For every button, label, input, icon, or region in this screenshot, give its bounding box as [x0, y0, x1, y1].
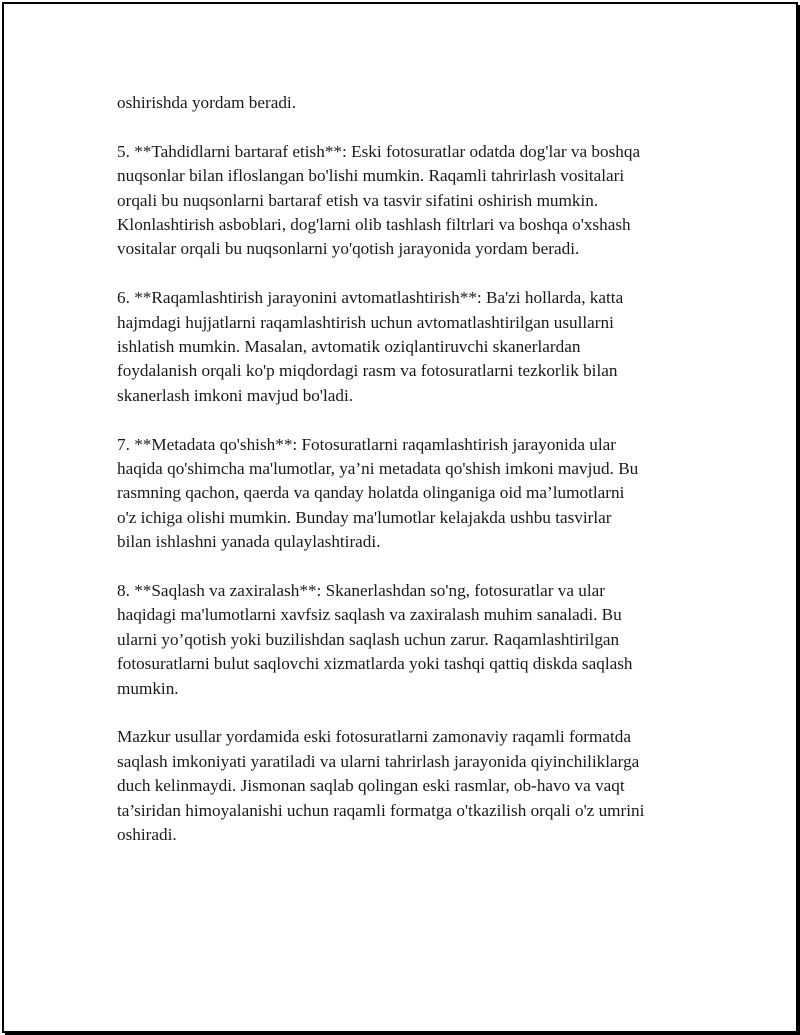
text-line: 8. **Saqlash va zaxiralash**: Skanerlashdan so'ng, fotosuratlar va ular [117, 581, 606, 601]
paragraph-item-5 [117, 140, 687, 262]
text-line: hajmdagi hujjatlarni raqamlashtirish uchun avtomatlashtirilgan usullarni [117, 312, 614, 332]
paragraph-conclusion [117, 725, 687, 847]
text-line: orqali bu nuqsonlarni bartaraf etish va tasvir sifatini oshirish mumkin. [117, 190, 599, 210]
text-line: oshiradi. [117, 825, 177, 845]
text-line: 6. **Raqamlashtirish jarayonini avtomatlashtirish**: Ba'zi hollarda, katta [117, 288, 624, 308]
text-line: vositalar orqali bu nuqsonlarni yo'qotish jarayonida yordam beradi. [117, 239, 580, 259]
text-line: saqlash imkoniyati yaratiladi va ularni tahrirlash jarayonida qiyinchiliklarga [117, 751, 640, 771]
text-line: bilan ishlashni yanada qulaylashtiradi. [117, 532, 381, 552]
text-line: Mazkur usullar yordamida eski fotosuratlarni zamonaviy raqamli formatda [117, 727, 632, 747]
text-line: ularni yo’qotish yoki buzilishdan saqlash uchun zarur. Raqamlashtirilgan [117, 629, 620, 649]
text-line: ta’siridan himoyalanishi uchun raqamli formatga o'tkazilish orqali o'z umrini [117, 800, 645, 820]
text-line: rasmning qachon, qaerda va qanday holatda olinganiga oid ma’lumotlarni [117, 483, 625, 503]
paragraph-continuation [117, 91, 687, 115]
paragraph-item-6 [117, 286, 687, 408]
text-line: 7. **Metadata qo'shish**: Fotosuratlarni raqamlashtirish jarayonida ular [117, 434, 617, 454]
text-line: mumkin. [117, 678, 179, 698]
text-line: nuqsonlar bilan ifloslangan bo'lishi mumkin. Raqamli tahrirlash vositalari [117, 166, 625, 186]
text-line: oshirishda yordam beradi. [117, 93, 296, 112]
text-line: haqidagi ma'lumotlarni xavfsiz saqlash va zaxiralash muhim sanaladi. Bu [117, 605, 622, 625]
paragraph-item-7 [117, 433, 687, 555]
text-line: foydalanish orqali ko'p miqdordagi rasm va fotosuratlarni tezkorlik bilan [117, 361, 618, 381]
text-line: Klonlashtirish asboblari, dog'larni olib tashlash filtrlari va boshqa o'xshash [117, 215, 631, 235]
paragraph-item-8 [117, 579, 687, 701]
text-line: haqida qo'shimcha ma'lumotlar, ya’ni metadata qo'shish imkoni mavjud. Bu [117, 459, 639, 479]
text-line: duch kelinmaydi. Jismonan saqlab qolingan eski rasmlar, ob-havo va vaqt [117, 776, 625, 796]
text-line: 5. **Tahdidlarni bartaraf etish**: Eski fotosuratlar odatda dog'lar va boshqa [117, 141, 641, 161]
document-body [117, 91, 687, 872]
text-line: fotosuratlarni bulut saqlovchi xizmatlarda yoki tashqi qattiq diskda saqlash [117, 654, 633, 674]
text-line: ishlatish mumkin. Masalan, avtomatik oziqlantiruvchi skanerlardan [117, 337, 581, 357]
text-line: o'z ichiga olishi mumkin. Bunday ma'lumotlar kelajakda ushbu tasvirlar [117, 507, 612, 527]
text-line: skanerlash imkoni mavjud bo'ladi. [117, 385, 354, 405]
